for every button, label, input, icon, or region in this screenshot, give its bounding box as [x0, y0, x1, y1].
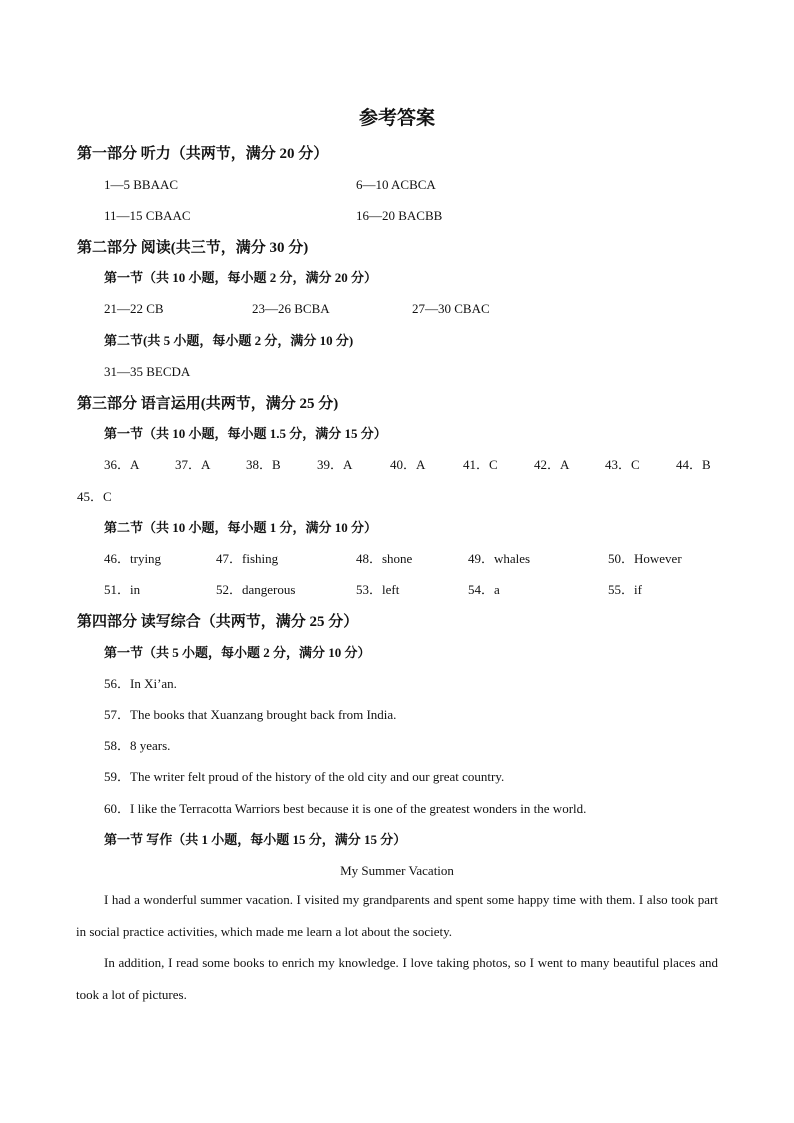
part2-section1-heading: 第一节（共 10 小题，每小题 2 分，满分 20 分）: [104, 270, 378, 285]
answer-6-10: 6—10 ACBCA: [356, 177, 436, 192]
answer-38: 38．B: [246, 457, 281, 472]
part3-heading: 第三部分 语言运用(共两节，满分 25 分): [77, 396, 339, 412]
answer-51: 51．in: [104, 582, 141, 597]
part1-heading: 第一部分 听力（共两节，满分 20 分）: [77, 146, 329, 162]
answer-54: 54．a: [468, 582, 500, 597]
answer-1-5: 1—5 BBAAC: [104, 177, 179, 192]
answer-58: 58．8 years.: [104, 738, 171, 753]
answer-57: 57．The books that Xuanzang brought back from India.: [104, 707, 397, 722]
answer-39: 39．A: [317, 457, 353, 472]
answer-55: 55．if: [608, 582, 642, 597]
part2-section2-heading: 第二节(共 5 小题，每小题 2 分，满分 10 分): [104, 333, 354, 348]
answer-31-35: 31—35 BECDA: [104, 364, 191, 379]
answer-27-30: 27—30 CBAC: [412, 301, 490, 316]
answer-44: 44．B: [676, 457, 711, 472]
answer-50: 50．However: [608, 551, 682, 566]
answer-49: 49．whales: [468, 551, 531, 566]
answer-41: 41．C: [463, 457, 498, 472]
answer-47: 47．fishing: [216, 551, 279, 566]
answer-46: 46．trying: [104, 551, 162, 566]
page-title: 参考答案: [358, 108, 435, 129]
part3-section2-heading: 第二节（共 10 小题，每小题 1 分，满分 10 分）: [104, 520, 378, 535]
part3-section1-heading: 第一节（共 10 小题，每小题 1.5 分，满分 15 分）: [104, 426, 387, 441]
part4-section2-heading: 第一节 写作（共 1 小题，每小题 15 分，满分 15 分）: [104, 832, 407, 847]
part4-section1-heading: 第一节（共 5 小题，每小题 2 分，满分 10 分）: [104, 645, 371, 660]
answer-52: 52．dangerous: [216, 582, 296, 597]
answer-45: 45．C: [77, 489, 112, 504]
answer-16-20: 16—20 BACBB: [356, 208, 443, 223]
essay-paragraph-2: In addition, I read some books to enrich my knowledge. I love taking photos, so I went to many beautiful places and took a lot of pictures.: [76, 955, 718, 1002]
answer-42: 42．A: [534, 457, 570, 472]
answer-40: 40．A: [390, 457, 426, 472]
answer-53: 53．left: [356, 582, 400, 597]
answer-56: 56．In Xi’an.: [104, 676, 177, 691]
essay-title: My Summer Vacation: [340, 863, 454, 878]
answer-21-22: 21—22 CB: [104, 301, 164, 316]
answer-43: 43．C: [605, 457, 640, 472]
answer-11-15: 11—15 CBAAC: [104, 208, 191, 223]
answer-37: 37．A: [175, 457, 211, 472]
answer-59: 59．The writer felt proud of the history of the old city and our great country.: [104, 769, 505, 784]
part2-heading: 第二部分 阅读(共三节，满分 30 分): [77, 240, 309, 256]
answer-36: 36．A: [104, 457, 140, 472]
answer-60: 60．I like the Terracotta Warriors best because it is one of the greatest wonders in the world.: [104, 801, 587, 816]
essay-paragraph-1: I had a wonderful summer vacation. I visited my grandparents and spent some happy time with them. I also took part in social practice activities, which made me learn a lot about the society.: [76, 892, 718, 939]
part4-heading: 第四部分 读写综合（共两节，满分 25 分）: [77, 614, 359, 630]
answer-23-26: 23—26 BCBA: [252, 301, 330, 316]
answer-48: 48．shone: [356, 551, 413, 566]
